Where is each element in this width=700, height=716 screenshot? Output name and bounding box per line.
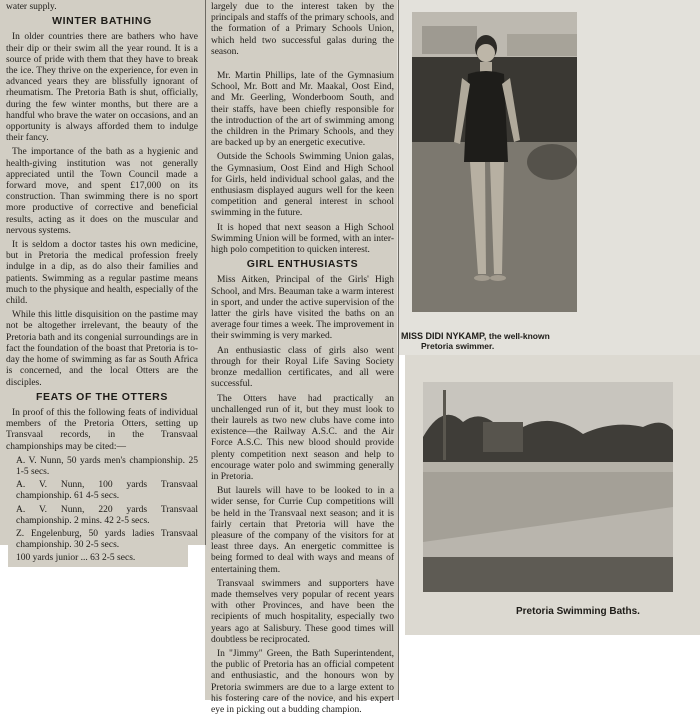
baths-caption: Pretoria Swimming Baths. bbox=[516, 606, 640, 617]
heading-girl-enthusiasts: GIRL ENTHUSIASTS bbox=[246, 258, 359, 271]
swimmer-caption-rest-1: the well-known bbox=[488, 331, 550, 341]
record-item: A. V. Nunn, 100 yards Transvaal championship. 61 4-5 secs. bbox=[16, 480, 198, 502]
record-item: 100 yards junior ... 63 2-5 secs. bbox=[16, 553, 136, 564]
middle-paragraph: Mr. Martin Phillips, late of the Gymnasium School, Mr. Bott and Mr. Maakal, Oost Eind, and Mr. Geerling, Wonderboom South, and their staffs, have been chiefly responsible for the introduction of the art of swimming among the children in the Primary Schools, and they are backed up by an energetic executive. bbox=[211, 71, 394, 149]
record-item: Z. Engelenburg, 50 yards ladies Transvaal championship. 30 2-5 secs. bbox=[16, 528, 198, 551]
swimming-baths-photo bbox=[423, 382, 673, 592]
middle-paragraph: Miss Aitken, Principal of the Girls' High School, and Mrs. Beauman take a warm interest in sport, and under the active supervision of the latter the girls have visited the baths on an average four times a week. The improvement in their swimming is very marked. bbox=[211, 275, 394, 342]
column-rule bbox=[398, 0, 399, 700]
heading-winter-bathing: WINTER BATHING bbox=[52, 15, 152, 28]
swimmer-caption-name: MISS DIDI NYKAMP, bbox=[401, 331, 487, 341]
swimmer-caption-rest-2: Pretoria swimmer. bbox=[421, 341, 495, 351]
middle-paragraph: But laurels will have to be looked to in a wider sense, for Currie Cup competitions will be held in the Transvaal next season; and it is fairly certain that Pretoria will have the pleasure of the company of the visitors for at least three days. An energetic committee is being formed to deal with ways and means of entertaining them. bbox=[211, 486, 394, 575]
winter-paragraph: In older countries there are bathers who have their dip or their swim all the year round. It is a source of pride with them that they have to break the ice. They thrive on the experience, for even in advanced years they are blissfully ignorant of rheumatism. The Pretoria Bath is shut, officially, during the few winter months, but there are a handful who brave the water on occasions, and an opportunity is always afforded them to indulge their fancy. bbox=[6, 32, 198, 144]
records-list bbox=[6, 456, 198, 565]
record-item: A. V. Nunn, 220 yards Transvaal championship. 2 mins. 42 2-5 secs. bbox=[16, 504, 198, 526]
winter-paragraph: The importance of the bath as a hygienic and health-giving institution was not generally appreciated until the Town Council made a forward move, and spent £17,000 on its construction. Than swimming there is no sport more productive of corrective and beneficial results, acting as it does on the muscular and nervous systems. bbox=[6, 147, 198, 236]
middle-paragraph: It is hoped that next season a High School Swimming Union will be formed, with an inter-high polo competition to quicken interest. bbox=[211, 222, 394, 256]
left-top-line: water supply. bbox=[6, 2, 57, 12]
winter-paragraph: While this little disquisition on the pastime may not be altogether irrelevant, the beauty of the Pretoria bath and its congenial surroundings are in fact the foundation of the boast that Pretoria is to-day the home of swimming as far as South Africa is concerned, and the local Otters are the disciples. bbox=[6, 310, 198, 388]
middle-paragraph: In "Jimmy" Green, the Bath Superintendent, the public of Pretoria has an official competent and enthusiastic, and the honours won by Pretoria swimmers are due to a large extent to his fostering care of the novice, and his expert eye in picking out a budding champion. bbox=[211, 648, 394, 715]
middle-top-paragraph: largely due to the interest taken by the principals and staffs of the primary schools, and the formation of a Primary Schools Union, which held two successful galas during the season. bbox=[211, 2, 394, 57]
middle-paragraph: An enthusiastic class of girls also went through for their Royal Life Saving Society bronze medallion certificates, and all were successful. bbox=[211, 345, 394, 390]
winter-paragraph: It is seldom a doctor tastes his own medicine, but in Pretoria the medical profession freely indulge in a dip, as do also their families and patients. Swimming as a regular pastime means much to the physique and health, especially of the child. bbox=[6, 240, 198, 307]
left-column bbox=[6, 2, 198, 564]
middle-paragraph: Outside the Schools Swimming Union galas, the Gymnasium, Oost Eind and High School for Girls, held individual school galas, and the enthusiasm displayed augurs well for the keen competition and general interest in school swimming in the future. bbox=[211, 152, 394, 219]
column-rule bbox=[205, 0, 206, 545]
swimmer-caption bbox=[401, 331, 597, 351]
middle-paragraph: Transvaal swimmers and supporters have made themselves very popular of recent years with other Provinces, and have been the recipients of much hospitality, especially two years ago at Salisbury. These good times will doubtless be reciprocated. bbox=[211, 578, 394, 645]
swimmer-photo bbox=[412, 12, 577, 312]
middle-paragraph: The Otters have had practically an unchallenged run of it, but they must look to their laurels as two new clubs have come into existence—the Railway A.S.C. and the Air Force A.S.C. This new blood should provide plenty competition next season and help to encourage water polo and swimming generally in Pretoria. bbox=[211, 393, 394, 482]
record-item: A. V. Nunn, 50 yards men's championship. 25 1-5 secs. bbox=[16, 455, 198, 477]
middle-column bbox=[211, 2, 394, 715]
otters-intro: In proof of this the following feats of individual members of the Pretoria Otters, setting up Transvaal records, in the Transvaal championships may be cited:— bbox=[6, 407, 198, 452]
heading-feats-of-the-otters: FEATS OF THE OTTERS bbox=[36, 390, 168, 403]
